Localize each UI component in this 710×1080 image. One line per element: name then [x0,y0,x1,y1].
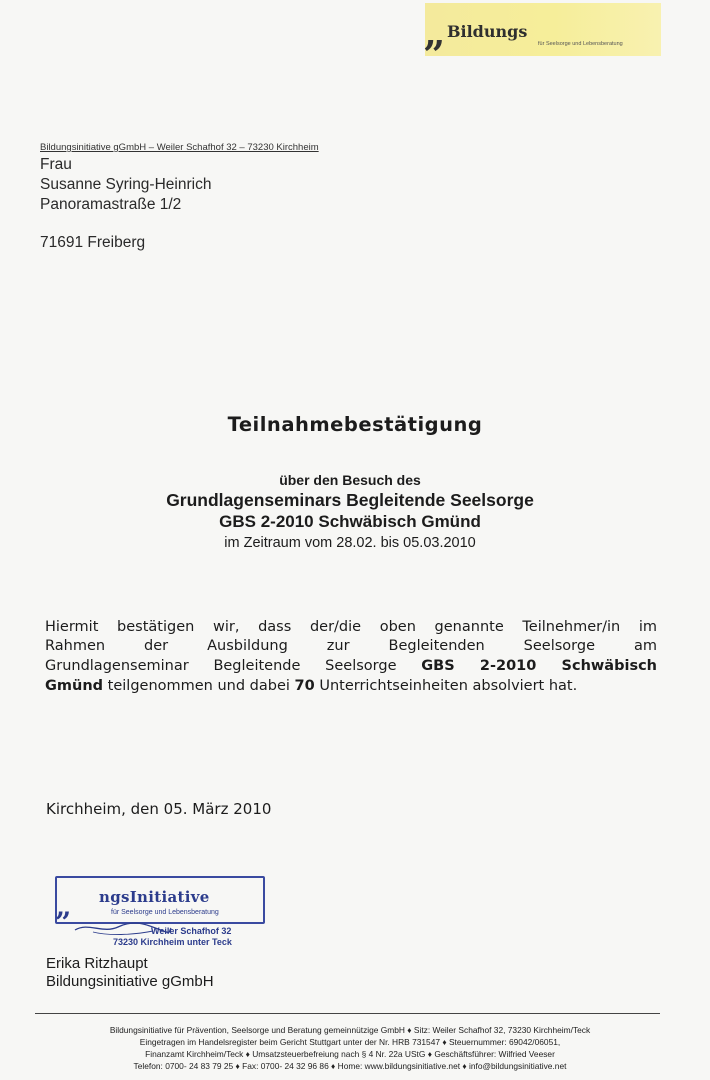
footer-line-1: Bildungsinitiative für Prävention, Seelsorge und Beratung gemeinnützige GmbH ♦ Sitz: Weiler Schafhof 32, 73230 Kirchheim/Teck [109,1025,591,1035]
footer-line-2: Eingetragen im Handelsregister beim Gericht Stuttgart unter der Nr. HRB 731547 ♦ Steuernummer: 69042/06051, [139,1037,561,1047]
stamp-quote-icon: ” [55,906,72,939]
recipient-city: 71691 Freiberg [40,234,146,251]
teaching-units-count: 70 [294,678,315,694]
document-title: Teilnahmebestätigung [227,413,483,436]
recipient-street: Panoramastraße 1/2 [40,196,182,213]
subtitle-intro: über den Besuch des [279,472,421,488]
body-line-4-bold: Gmünd [45,678,104,694]
footer-line-3: Finanzamt Kirchheim/Teck ♦ Umsatzsteuerbefreiung nach § 4 Nr. 22a UStG ♦ Geschäftsführer: Wilfried Veeser [145,1049,555,1059]
logo-word: Bildungs [447,22,528,41]
logo-quote-icon: ” [423,32,445,77]
subtitle-period: im Zeitraum vom 28.02. bis 05.03.2010 [224,535,476,551]
logo-banner [425,3,661,56]
body-line-4-end: Unterrichtseinheiten absolviert hat. [314,678,578,694]
logo-tagline: für Seelsorge und Lebensberatung [538,41,623,47]
body-line-3-text: Grundlagenseminar Begleitende Seelsorge [45,658,422,674]
signer-name: Erika Ritzhaupt [46,955,148,972]
stamp-city: 73230 Kirchheim unter Teck [113,937,232,947]
stamp-tagline: für Seelsorge und Lebensberatung [111,909,219,916]
stamp-street: Weiler Schafhof 32 [151,926,232,936]
subtitle-seminar: Grundlagenseminars Begleitende Seelsorge [166,490,534,510]
stamp-name: ngsInitiative [99,888,210,906]
body-line-4-mid: teilgenommen und dabei [103,678,295,694]
body-line-1: Hiermit bestätigen wir, dass der/die oben genannte Teilnehmer/in im [45,619,657,635]
place-date: Kirchheim, den 05. März 2010 [46,800,272,818]
footer-divider [35,1013,660,1014]
sender-return-address: Bildungsinitiative gGmbH – Weiler Schafhof 32 – 73230 Kirchheim [40,142,319,153]
body-line-2: Rahmen der Ausbildung zur Begleitenden Seelsorge am [45,638,657,654]
subtitle-code: GBS 2-2010 Schwäbisch Gmünd [219,512,481,531]
body-line-3-bold: GBS 2-2010 Schwäbisch [421,658,657,674]
body-line-4 [45,678,657,694]
footer-line-4: Telefon: 0700- 24 83 79 25 ♦ Fax: 0700- 24 32 96 86 ♦ Home: www.bildungsinitiative.net ♦ info@bildungsinitiative.net [133,1061,567,1071]
body-line-3 [45,658,657,674]
organization-stamp [55,876,265,948]
recipient-name: Susanne Syring-Heinrich [40,176,212,193]
signer-organization: Bildungsinitiative gGmbH [46,973,214,990]
recipient-salutation: Frau [40,156,72,173]
